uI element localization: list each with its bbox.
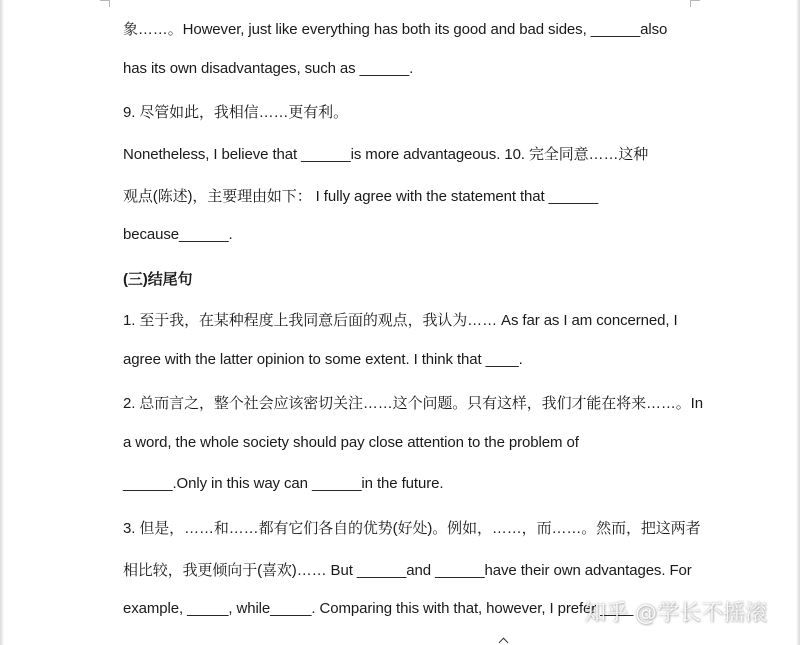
text-line: 9. 尽管如此，我相信……更有利。	[123, 104, 348, 121]
text-line: 1. 至于我，在某种程度上我同意后面的观点，我认为…… As far as I am concerned, I	[123, 312, 678, 329]
text-line: 象……。However, just like everything has both its good and bad sides, ______also	[123, 21, 668, 38]
text-line: a word, the whole society should pay close attention to the problem of	[123, 434, 579, 451]
text-line: agree with the latter opinion to some extent. I think that ____.	[123, 351, 523, 368]
text-line: because______.	[123, 226, 233, 243]
text-line: has its own disadvantages, such as ______.	[123, 60, 414, 77]
page-shadow-left	[0, 0, 4, 645]
text-line: Nonetheless, I believe that ______is more advantageous. 10. 完全同意……这种	[123, 146, 649, 163]
text-line: 观点(陈述)，主要理由如下： I fully agree with the statement that ______	[123, 188, 599, 205]
margin-corner-mark-right	[690, 0, 700, 7]
text-line: example, _____, while_____. Comparing this with that, however, I prefer ____	[123, 600, 634, 617]
margin-corner-mark-left	[100, 0, 110, 7]
text-line: 相比较，我更倾向于(喜欢)…… But ______and ______have their own advantages. For	[123, 562, 692, 579]
text-line: 2. 总而言之，整个社会应该密切关注……这个问题。只有这样，我们才能在将来……。In	[123, 395, 703, 412]
text-line: ______.Only in this way can ______in the future.	[123, 475, 444, 492]
section-heading: (三)结尾句	[123, 271, 193, 288]
watermark: 知乎 @学长不摇滚	[584, 601, 767, 626]
page-shadow-right	[796, 0, 800, 645]
caret-icon	[499, 638, 509, 645]
text-line: 3. 但是，……和……都有它们各自的优势(好处)。例如，……，而……。然而，把这两者	[123, 520, 701, 537]
